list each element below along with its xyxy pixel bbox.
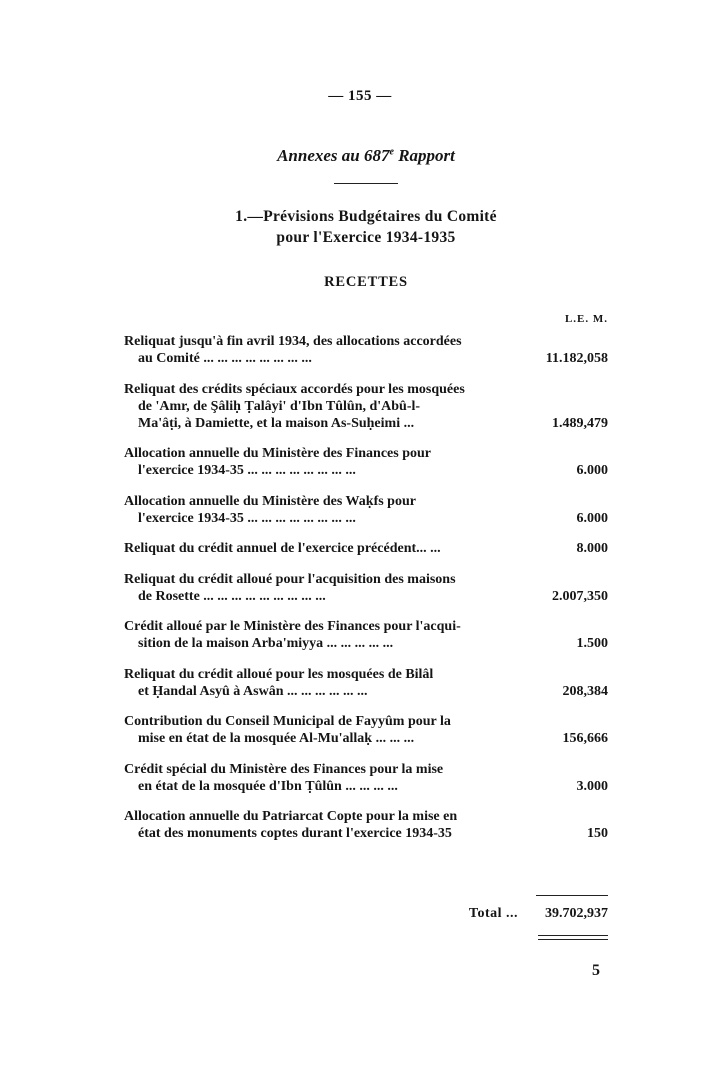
entry-amount: 8.000 [576,541,608,556]
revenue-entry [124,713,610,747]
entry-line: Reliquat du crédit alloué pour les mosquées de Bilâl [124,666,434,682]
revenue-entry [124,666,610,700]
entry-amount: 3.000 [576,778,608,794]
revenue-entry [124,618,610,652]
revenue-entry [124,540,610,557]
section-title-line-2: pour l'Exercice 1934-1935 [276,229,456,246]
entry-line: l'exercice 1934-35 ... ... ... ... ... ... ... ... [138,463,356,478]
revenue-entry [124,381,610,432]
section-title [0,206,720,248]
entry-description [124,666,519,700]
entry-line: Crédit spécial du Ministère des Finances pour la mise [124,761,444,777]
entry-amount: 6.000 [576,463,608,478]
annex-title-superscript: e [389,146,394,158]
entry-line: Allocation annuelle du Ministère des Waḳfs pour [124,493,416,509]
entry-line: en état de la mosquée d'Ibn Ṭûlûn ... ... ... ... [138,778,398,794]
entry-line: l'exercice 1934-35 ... ... ... ... ... ... ... ... [138,510,356,526]
revenue-entry [124,493,610,527]
entry-line: de Rosette ... ... ... ... ... ... ... ... ... [138,588,326,604]
revenue-entry [124,761,610,795]
total-label: Total ... [468,906,518,921]
entry-description [124,761,519,795]
entry-line: Allocation annuelle du Ministère des Finances pour [124,446,431,461]
entry-amount: 150 [587,826,608,841]
annex-title [0,146,720,166]
entry-amount: 208,384 [562,683,608,699]
entry-amount: 1.489,479 [552,415,608,431]
entry-line: Ma'âṭi, à Damiette, et la maison As-Suḥeimi ... [138,415,415,431]
revenue-entry [124,333,610,367]
entry-description [124,333,519,367]
entry-description [124,571,519,605]
signature-mark: 5 [592,962,600,979]
entry-line: Reliquat du crédit alloué pour l'acquisition des maisons [124,571,456,587]
entry-line: de 'Amr, de Şâliḥ Ṭalâyi' d'Ibn Tûlûn, d'Abû-l- [138,398,421,414]
entry-line: Reliquat des crédits spéciaux accordés pour les mosquées [124,381,465,397]
title-divider [334,183,398,184]
total-amount: 39.702,937 [545,906,608,921]
entry-amount: 11.182,058 [545,351,608,366]
entry-line: Allocation annuelle du Patriarcat Copte pour la mise en [124,809,458,824]
entry-line: état des monuments coptes durant l'exercice 1934-35 [138,826,452,841]
revenue-entry [124,445,610,479]
annex-title-text: Annexes au 687 [277,146,390,165]
currency-header: L.E. M. [564,313,608,325]
entry-amount: 1.500 [576,636,608,651]
entry-description [124,713,519,747]
revenue-list [124,333,610,856]
entry-description [124,808,519,842]
entry-amount: 2.007,350 [552,588,608,604]
entry-description [124,618,519,652]
entry-amount: 6.000 [576,510,608,526]
entry-description [124,381,519,432]
entry-line: mise en état de la mosquée Al-Mu'allaḳ ... ... ... [138,731,415,746]
entry-line: Reliquat du crédit annuel de l'exercice précédent... ... [124,541,441,556]
entry-line: Contribution du Conseil Municipal de Fayyûm pour la [124,714,451,729]
entry-line: Reliquat jusqu'à fin avril 1934, des allocations accordées [124,334,462,349]
annex-title-end: Rapport [393,146,455,165]
revenue-entry [124,571,610,605]
entry-line: au Comité ... ... ... ... ... ... ... ... [138,351,312,366]
total-rule [536,895,608,896]
entry-description [124,540,519,557]
total-double-rule [538,935,608,940]
recettes-heading: RECETTES [324,274,408,290]
entry-line: et Ḥandal Asyû à Aswân ... ... ... ... ... ... [138,683,368,699]
section-title-line-1: 1.—Prévisions Budgétaires du Comité [235,208,497,225]
entry-description [124,493,519,527]
revenue-entry [124,808,610,842]
entry-line: sition de la maison Arba'miyya ... ... ... ... ... [138,636,394,651]
entry-line: Crédit alloué par le Ministère des Finances pour l'acqui- [124,619,461,634]
entry-amount: 156,666 [562,731,608,746]
entry-description [124,445,519,479]
page-number: — 155 — [328,88,392,104]
